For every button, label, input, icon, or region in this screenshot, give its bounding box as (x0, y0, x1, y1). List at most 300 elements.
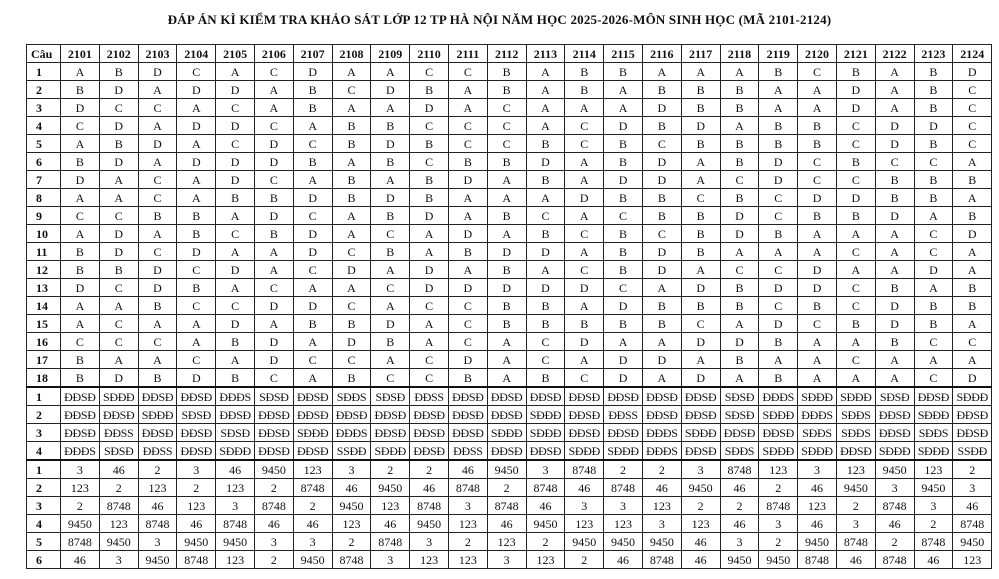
answer-cell: A (99, 189, 138, 207)
answer-cell: D (953, 63, 992, 81)
answer-cell: D (332, 333, 371, 351)
table-row (27, 225, 992, 243)
answer-cell: D (99, 81, 138, 99)
answer-cell: ĐĐSĐ (138, 424, 177, 442)
answer-cell: 123 (138, 479, 177, 497)
answer-cell: D (798, 189, 837, 207)
answer-cell: A (177, 171, 216, 189)
answer-cell: A (332, 207, 371, 225)
answer-cell: 8748 (371, 533, 410, 551)
answer-cell: SĐĐĐ (293, 424, 332, 442)
answer-cell: 8748 (875, 497, 914, 515)
table-row (27, 63, 992, 81)
answer-cell: 9450 (759, 551, 798, 569)
answer-cell: C (720, 261, 759, 279)
answer-cell: D (216, 153, 255, 171)
answer-cell: C (565, 369, 604, 388)
answer-cell: D (642, 261, 681, 279)
answer-cell: 2 (759, 533, 798, 551)
answer-cell: D (61, 99, 100, 117)
answer-cell: 2 (138, 460, 177, 479)
answer-cell: 9450 (565, 533, 604, 551)
answer-cell: ĐĐSĐ (138, 387, 177, 406)
answer-cell: D (177, 369, 216, 388)
answer-cell: A (371, 297, 410, 315)
answer-cell: 2 (875, 533, 914, 551)
answer-cell: D (836, 81, 875, 99)
answer-cell: D (216, 81, 255, 99)
answer-cell: B (642, 117, 681, 135)
answer-cell: B (526, 171, 565, 189)
answer-cell: 123 (953, 551, 992, 569)
answer-cell: C (604, 279, 643, 297)
answer-cell: D (565, 189, 604, 207)
answer-cell: B (642, 315, 681, 333)
answer-cell: 8748 (332, 551, 371, 569)
answer-cell: ĐĐSS (99, 424, 138, 442)
answer-cell: C (216, 99, 255, 117)
answer-cell: 9450 (720, 551, 759, 569)
answer-cell: C (836, 243, 875, 261)
answer-cell: A (254, 261, 293, 279)
answer-cell: 2 (99, 479, 138, 497)
answer-cell: B (914, 189, 953, 207)
answer-cell: B (604, 153, 643, 171)
answer-cell: D (642, 153, 681, 171)
answer-cell: D (99, 117, 138, 135)
answer-cell: B (642, 297, 681, 315)
answer-cell: B (875, 279, 914, 297)
answer-cell: A (177, 135, 216, 153)
answer-cell: D (720, 207, 759, 225)
answer-cell: SĐĐĐ (681, 424, 720, 442)
answer-cell: C (254, 171, 293, 189)
answer-cell: A (836, 369, 875, 388)
answer-cell: 2 (642, 460, 681, 479)
answer-cell: A (293, 171, 332, 189)
answer-cell: A (410, 243, 449, 261)
answer-cell: 2 (836, 497, 875, 515)
answer-cell: ĐĐSĐ (604, 424, 643, 442)
answer-cell: ĐĐSĐ (293, 406, 332, 424)
answer-cell: A (720, 315, 759, 333)
answer-cell: C (99, 207, 138, 225)
table-row (27, 424, 992, 442)
answer-cell: C (720, 171, 759, 189)
answer-cell: C (254, 63, 293, 81)
answer-cell: 8748 (604, 479, 643, 497)
answer-cell: 3 (836, 515, 875, 533)
answer-cell: A (720, 117, 759, 135)
answer-cell: ĐĐSĐ (254, 424, 293, 442)
answer-cell: B (332, 135, 371, 153)
answer-cell: B (254, 189, 293, 207)
answer-cell: C (254, 117, 293, 135)
answer-cell: D (565, 333, 604, 351)
answer-cell: C (836, 351, 875, 369)
answer-cell: D (604, 369, 643, 388)
answer-cell: B (759, 225, 798, 243)
question-number: 4 (27, 117, 61, 135)
answer-cell: ĐĐSĐ (448, 424, 487, 442)
answer-cell: A (177, 189, 216, 207)
answer-cell: SĐĐĐ (526, 424, 565, 442)
answer-cell: B (410, 135, 449, 153)
answer-cell: B (293, 99, 332, 117)
answer-cell: B (487, 297, 526, 315)
answer-cell: SĐSĐ (720, 406, 759, 424)
answer-cell: 3 (526, 460, 565, 479)
answer-cell: D (953, 369, 992, 388)
answer-cell: A (371, 171, 410, 189)
question-number: 9 (27, 207, 61, 225)
answer-cell: B (953, 171, 992, 189)
table-row (27, 243, 992, 261)
answer-cell: 8748 (526, 479, 565, 497)
answer-cell: 3 (681, 460, 720, 479)
answer-cell: A (953, 261, 992, 279)
answer-cell: D (254, 153, 293, 171)
answer-cell: ĐĐSS (604, 406, 643, 424)
answer-cell: C (293, 135, 332, 153)
answer-cell: D (371, 81, 410, 99)
table-row (27, 279, 992, 297)
answer-cell: C (332, 351, 371, 369)
answer-cell: A (138, 81, 177, 99)
answer-cell: 46 (332, 479, 371, 497)
answer-cell: SĐĐS (914, 424, 953, 442)
answer-cell: A (759, 243, 798, 261)
answer-cell: A (875, 81, 914, 99)
answer-cell: A (681, 171, 720, 189)
answer-cell: A (410, 225, 449, 243)
answer-cell: 2 (177, 479, 216, 497)
answer-cell: ĐĐSĐ (293, 442, 332, 461)
answer-cell: A (642, 369, 681, 388)
answer-cell: 2 (914, 515, 953, 533)
answer-cell: 3 (875, 479, 914, 497)
answer-cell: B (681, 225, 720, 243)
header-code-2114: 2114 (565, 45, 604, 63)
question-number: 18 (27, 369, 61, 388)
answer-cell: D (138, 135, 177, 153)
answer-cell: 9450 (836, 479, 875, 497)
answer-cell: SĐĐĐ (953, 387, 992, 406)
answer-cell: B (953, 207, 992, 225)
answer-cell: C (448, 333, 487, 351)
answer-cell: D (293, 297, 332, 315)
answer-cell: 46 (254, 515, 293, 533)
answer-cell: ĐĐĐS (798, 406, 837, 424)
answer-cell: B (410, 81, 449, 99)
answer-cell: 2 (565, 551, 604, 569)
answer-cell: ĐĐĐS (642, 424, 681, 442)
answer-cell: ĐĐSĐ (216, 406, 255, 424)
answer-cell: A (526, 189, 565, 207)
answer-cell: ĐĐSĐ (875, 424, 914, 442)
answer-cell: 8748 (798, 551, 837, 569)
answer-cell: ĐĐSĐ (254, 406, 293, 424)
answer-cell: 8748 (177, 551, 216, 569)
answer-cell: C (914, 369, 953, 388)
answer-cell: B (61, 351, 100, 369)
answer-cell: C (410, 351, 449, 369)
answer-cell: 123 (526, 551, 565, 569)
answer-cell: C (99, 315, 138, 333)
answer-cell: ĐĐSĐ (487, 387, 526, 406)
answer-cell: B (526, 135, 565, 153)
answer-cell: 3 (410, 533, 449, 551)
answer-cell: A (565, 153, 604, 171)
answer-cell: C (953, 135, 992, 153)
answer-cell: C (216, 135, 255, 153)
table-row (27, 351, 992, 369)
answer-cell: 9450 (332, 497, 371, 515)
answer-cell: D (410, 99, 449, 117)
answer-cell: 46 (99, 460, 138, 479)
answer-cell: D (254, 207, 293, 225)
answer-cell: C (836, 171, 875, 189)
answer-cell: ĐĐSĐ (177, 424, 216, 442)
answer-cell: 2 (254, 551, 293, 569)
answer-cell: D (138, 261, 177, 279)
header-code-2102: 2102 (99, 45, 138, 63)
answer-cell: A (332, 225, 371, 243)
answer-cell: A (216, 207, 255, 225)
answer-cell: D (642, 351, 681, 369)
answer-cell: C (410, 297, 449, 315)
answer-cell: SĐĐS (720, 442, 759, 461)
answer-cell: 9450 (487, 460, 526, 479)
answer-cell: A (759, 99, 798, 117)
answer-cell: C (61, 117, 100, 135)
answer-cell: A (216, 351, 255, 369)
answer-cell: C (371, 369, 410, 388)
answer-cell: B (526, 297, 565, 315)
answer-cell: ĐĐSĐ (177, 387, 216, 406)
answer-cell: 123 (371, 497, 410, 515)
answer-cell: B (448, 153, 487, 171)
answer-cell: ĐĐĐS (61, 442, 100, 461)
answer-cell: C (332, 297, 371, 315)
question-number: 3 (27, 424, 61, 442)
answer-cell: A (487, 225, 526, 243)
answer-cell: C (99, 279, 138, 297)
answer-cell: 123 (759, 460, 798, 479)
answer-cell: C (565, 225, 604, 243)
answer-cell: 123 (61, 479, 100, 497)
answer-cell: B (720, 153, 759, 171)
answer-cell: A (875, 99, 914, 117)
answer-cell: B (720, 189, 759, 207)
answer-cell: ĐĐSĐ (914, 387, 953, 406)
answer-cell: 3 (177, 460, 216, 479)
answer-cell: 2 (410, 460, 449, 479)
answer-cell: B (681, 135, 720, 153)
answer-cell: SĐĐĐ (526, 406, 565, 424)
answer-cell: A (216, 243, 255, 261)
answer-cell: A (875, 351, 914, 369)
answer-cell: A (875, 261, 914, 279)
answer-cell: B (604, 315, 643, 333)
answer-cell: A (604, 333, 643, 351)
answer-cell: 8748 (99, 497, 138, 515)
answer-cell: D (642, 171, 681, 189)
answer-cell: 46 (177, 515, 216, 533)
question-number: 17 (27, 351, 61, 369)
answer-cell: A (254, 315, 293, 333)
answer-cell: B (759, 369, 798, 388)
answer-cell: A (565, 351, 604, 369)
answer-cell: 8748 (61, 533, 100, 551)
answer-table (26, 44, 992, 569)
answer-cell: 8748 (759, 497, 798, 515)
answer-cell: B (487, 81, 526, 99)
answer-cell: B (720, 351, 759, 369)
answer-cell: 123 (216, 551, 255, 569)
answer-cell: D (332, 261, 371, 279)
answer-cell: A (293, 369, 332, 388)
answer-cell: C (371, 279, 410, 297)
answer-cell: A (798, 99, 837, 117)
answer-cell: D (681, 279, 720, 297)
answer-cell: ĐĐSS (410, 387, 449, 406)
answer-cell: 46 (642, 479, 681, 497)
answer-cell: B (836, 153, 875, 171)
answer-cell: 46 (720, 479, 759, 497)
table-row (27, 171, 992, 189)
answer-cell: 2 (720, 497, 759, 515)
answer-cell: B (99, 135, 138, 153)
answer-cell: 9450 (138, 551, 177, 569)
answer-cell: D (798, 261, 837, 279)
answer-cell: D (875, 315, 914, 333)
answer-cell: B (371, 153, 410, 171)
answer-cell: D (410, 279, 449, 297)
answer-cell: C (798, 153, 837, 171)
answer-cell: D (448, 351, 487, 369)
answer-cell: A (293, 279, 332, 297)
answer-cell: D (448, 279, 487, 297)
answer-cell: B (798, 297, 837, 315)
answer-cell: C (836, 297, 875, 315)
answer-cell: A (953, 243, 992, 261)
answer-cell: D (875, 135, 914, 153)
header-code-2112: 2112 (487, 45, 526, 63)
answer-cell: B (526, 369, 565, 388)
answer-cell: D (759, 153, 798, 171)
answer-cell: B (681, 207, 720, 225)
answer-cell: 2 (681, 497, 720, 515)
answer-cell: C (448, 117, 487, 135)
answer-cell: 8748 (293, 479, 332, 497)
answer-cell: ĐĐSĐ (99, 406, 138, 424)
answer-cell: B (642, 207, 681, 225)
answer-cell: C (410, 369, 449, 388)
header-code-2103: 2103 (138, 45, 177, 63)
answer-cell: B (681, 81, 720, 99)
answer-cell: D (410, 207, 449, 225)
answer-cell: 123 (332, 515, 371, 533)
answer-cell: ĐĐĐS (332, 424, 371, 442)
answer-cell: C (216, 297, 255, 315)
answer-cell: A (487, 333, 526, 351)
question-number: 6 (27, 153, 61, 171)
answer-cell: C (798, 315, 837, 333)
table-row (27, 369, 992, 388)
answer-cell: A (565, 171, 604, 189)
answer-cell: ĐĐSĐ (565, 406, 604, 424)
answer-cell: 3 (216, 497, 255, 515)
answer-cell: C (759, 261, 798, 279)
answer-cell: A (61, 189, 100, 207)
answer-cell: C (254, 369, 293, 388)
answer-cell: A (565, 99, 604, 117)
answer-cell: A (332, 153, 371, 171)
answer-cell: B (99, 63, 138, 81)
answer-cell: A (759, 81, 798, 99)
answer-cell: D (216, 315, 255, 333)
answer-cell: 46 (216, 460, 255, 479)
answer-cell: A (177, 99, 216, 117)
answer-cell: 46 (138, 497, 177, 515)
answer-cell: D (759, 171, 798, 189)
answer-cell: D (61, 171, 100, 189)
answer-cell: 123 (914, 460, 953, 479)
answer-cell: 2 (487, 479, 526, 497)
answer-cell: C (875, 153, 914, 171)
question-number: 3 (27, 497, 61, 515)
answer-cell: B (720, 99, 759, 117)
answer-cell: B (216, 333, 255, 351)
answer-cell: D (875, 117, 914, 135)
answer-cell: 9450 (216, 533, 255, 551)
answer-cell: 3 (61, 460, 100, 479)
answer-cell: B (293, 81, 332, 99)
answer-cell: B (61, 369, 100, 388)
question-number: 6 (27, 551, 61, 569)
answer-cell: C (487, 117, 526, 135)
answer-cell: SĐSĐ (875, 387, 914, 406)
answer-cell: D (526, 243, 565, 261)
answer-cell: SĐĐS (836, 424, 875, 442)
answer-cell: B (565, 63, 604, 81)
answer-cell: D (526, 153, 565, 171)
answer-cell: A (720, 63, 759, 81)
answer-cell: A (875, 225, 914, 243)
answer-cell: 9450 (410, 515, 449, 533)
answer-cell: 3 (759, 515, 798, 533)
answer-cell: 8748 (720, 460, 759, 479)
table-row (27, 189, 992, 207)
answer-cell: C (448, 315, 487, 333)
question-number: 2 (27, 406, 61, 424)
question-number: 3 (27, 99, 61, 117)
answer-cell: C (332, 243, 371, 261)
table-row (27, 117, 992, 135)
answer-cell: D (565, 279, 604, 297)
answer-cell: 9450 (914, 479, 953, 497)
answer-cell: A (254, 99, 293, 117)
answer-cell: A (487, 189, 526, 207)
answer-cell: B (681, 99, 720, 117)
answer-cell: D (254, 333, 293, 351)
answer-cell: D (681, 369, 720, 388)
table-row (27, 533, 992, 551)
answer-cell: B (642, 189, 681, 207)
answer-cell: ĐĐSĐ (953, 424, 992, 442)
answer-cell: A (642, 279, 681, 297)
